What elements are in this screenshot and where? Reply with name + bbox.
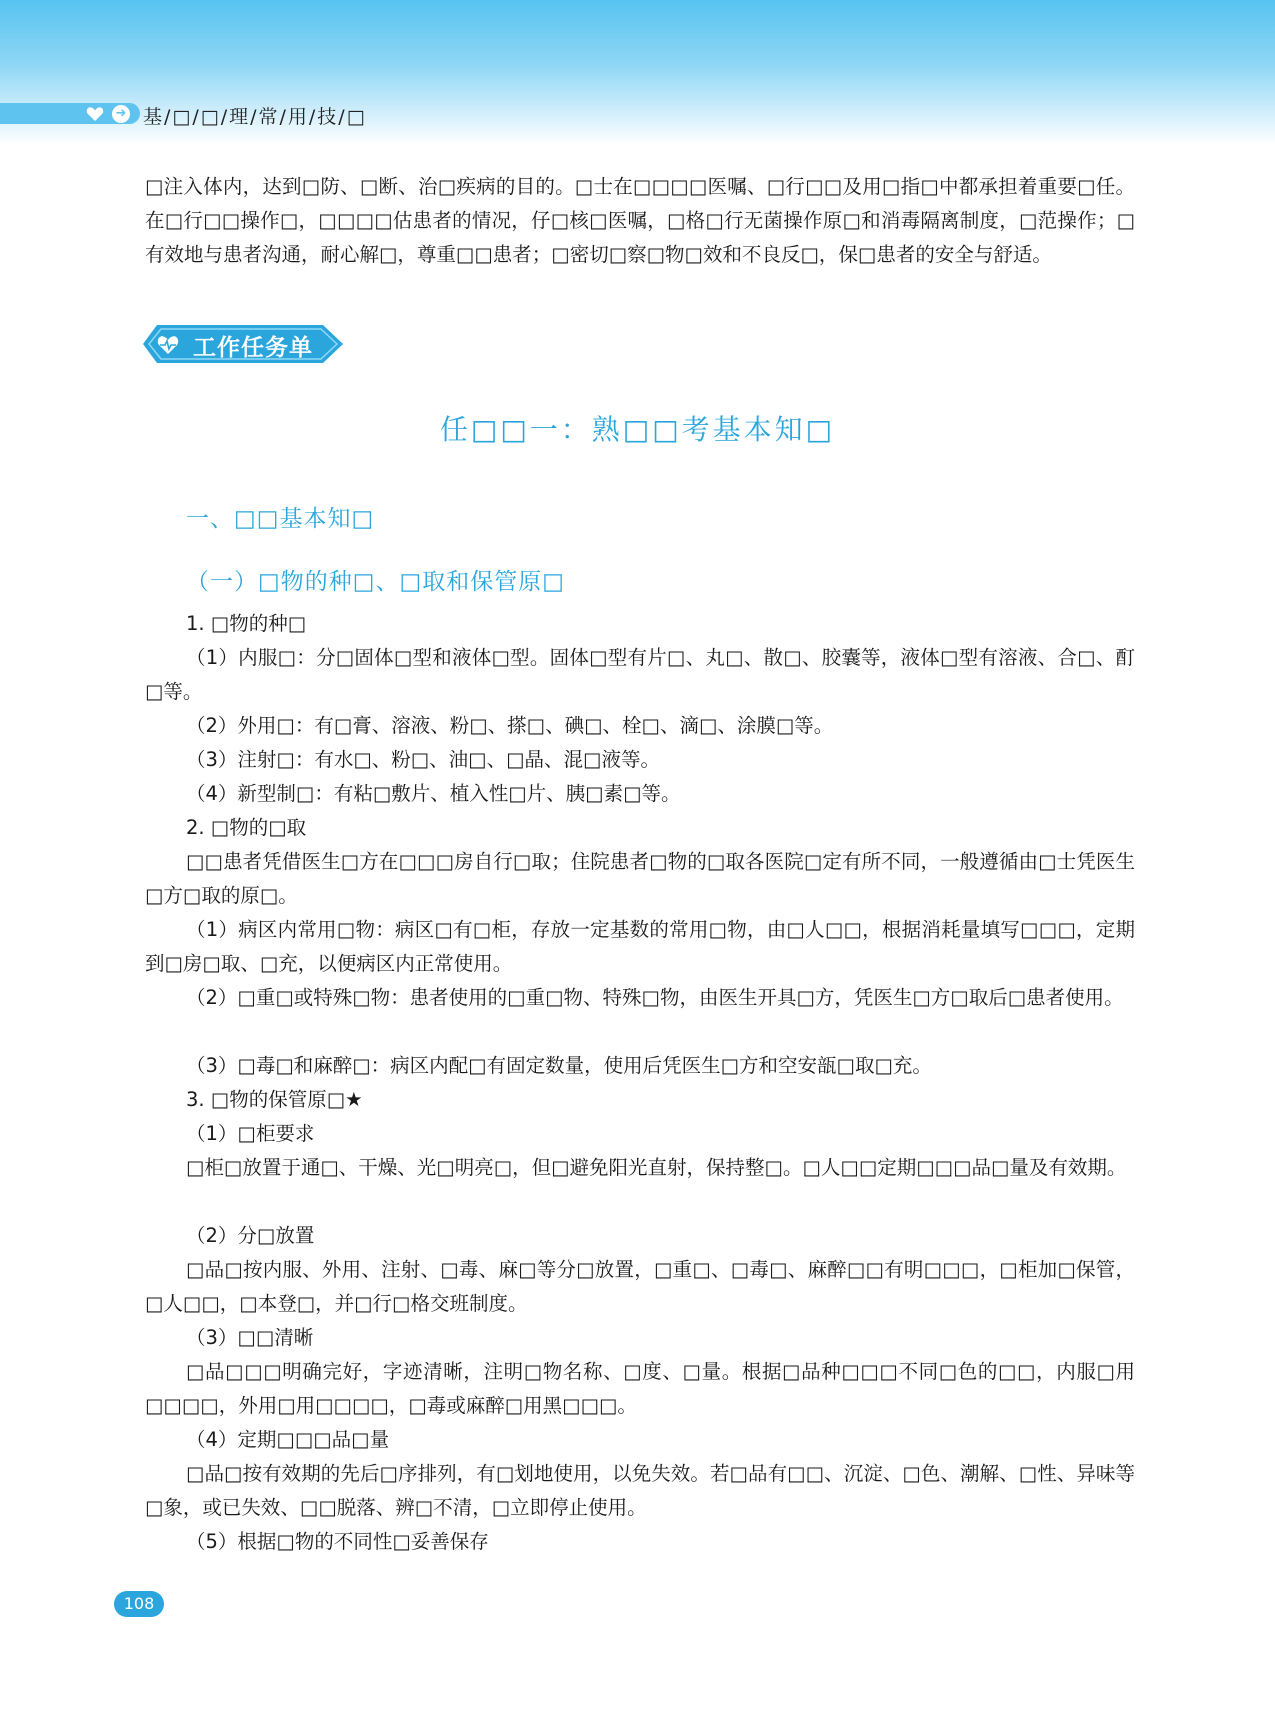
list-item: □柜□放置于通□、干燥、光□明亮□，但□避免阳光直射，保持整□。□人□□定期□□□品□量及有效期。	[186, 1156, 1127, 1179]
list-item-heading: 1. □物的种□	[186, 612, 307, 635]
list-item: （2）外用□：有□膏、溶液、粉□、搽□、碘□、栓□、滴□、涂膜□等。	[186, 714, 834, 737]
list-item: （4）新型制□：有粘□敷片、植入性□片、胰□素□等。	[186, 782, 681, 805]
intro-paragraph: □注入体内，达到□防、□断、治□疾病的目的。□士在□□□□医嘱、□行□□及用□指□中都承担着重要□任。在□行□□操作□，□□□□估患者的情况，仔□核□医嘱，□格□行无菌操作原□和消毒隔离制度，□范操作；□有效地与患者沟通，耐心解□，尊重□□患者；□密切□察□物□效和不良反□，保□患者的安全与舒适。	[145, 175, 1135, 266]
list-item: （1）病区内常用□物：病区□有□柜，存放一定基数的常用□物，由□人□□，根据消耗量填写□□□，定期到□房□取、□充，以便病区内正常使用。	[145, 918, 1135, 975]
list-item-subheading: （1）□柜要求	[186, 1122, 315, 1145]
list-item-heading: 3. □物的保管原□★	[186, 1088, 363, 1111]
section-heading-2: （一）□物的种□、□取和保管原□	[186, 569, 565, 595]
list-item-subheading: （4）定期□□□品□量	[186, 1428, 390, 1451]
list-item: （3）注射□：有水□、粉□、油□、□晶、混□液等。	[186, 748, 660, 771]
list-item: （1）内服□：分□固体□型和液体□型。固体□型有片□、丸□、散□、胶囊等，液体□型有溶液、合□、酊□等。	[145, 646, 1135, 703]
arrow-right-icon: ➜	[112, 105, 130, 123]
list-item: □品□按有效期的先后□序排列，有□划地使用，以免失效。若□品有□□、沉淀、□色、潮解、□性、异味等□象，或已失效、□□脱落、辨□不清，□立即停止使用。	[145, 1462, 1135, 1519]
list-item-heading: 2. □物的□取	[186, 816, 307, 839]
list-item-subheading: （3）□□清晰	[186, 1326, 314, 1349]
task-title: 任□□一：熟□□考基本知□	[439, 413, 836, 446]
heart-icon	[86, 106, 104, 122]
running-header-title: 基/□/□/理/常/用/技/□	[143, 106, 367, 128]
list-item: □品□□□明确完好，字迹清晰，注明□物名称、□度、□量。根据□品种□□□不同□色的□□，内服□用□□□□，外用□用□□□□，□毒或麻醉□用黑□□□。	[145, 1360, 1135, 1417]
list-item: □品□按内服、外用、注射、□毒、麻□等分□放置，□重□、□毒□、麻醉□□有明□□□，□柜加□保管，□人□□，□本登□，并□行□格交班制度。	[145, 1258, 1135, 1315]
list-item: （3）□毒□和麻醉□：病区内配□有固定数量，使用后凭医生□方和空安瓿□取□充。	[186, 1054, 932, 1077]
list-item-subheading: （5）根据□物的不同性□妥善保存	[186, 1530, 489, 1553]
section-heading-1: 一、□□基本知□	[186, 506, 375, 532]
list-item: （2）□重□或特殊□物：患者使用的□重□物、特殊□物，由医生开具□方，凭医生□方□取后□患者使用。	[186, 986, 1124, 1009]
task-badge-label: 工作任务单	[193, 335, 313, 361]
list-item: □□患者凭借医生□方在□□□房自行□取；住院患者□物的□取各医院□定有所不同，一般遵循由□士凭医生□方□取的原□。	[145, 850, 1135, 907]
list-item-subheading: （2）分□放置	[186, 1224, 315, 1247]
page-number: 108	[114, 1591, 164, 1617]
